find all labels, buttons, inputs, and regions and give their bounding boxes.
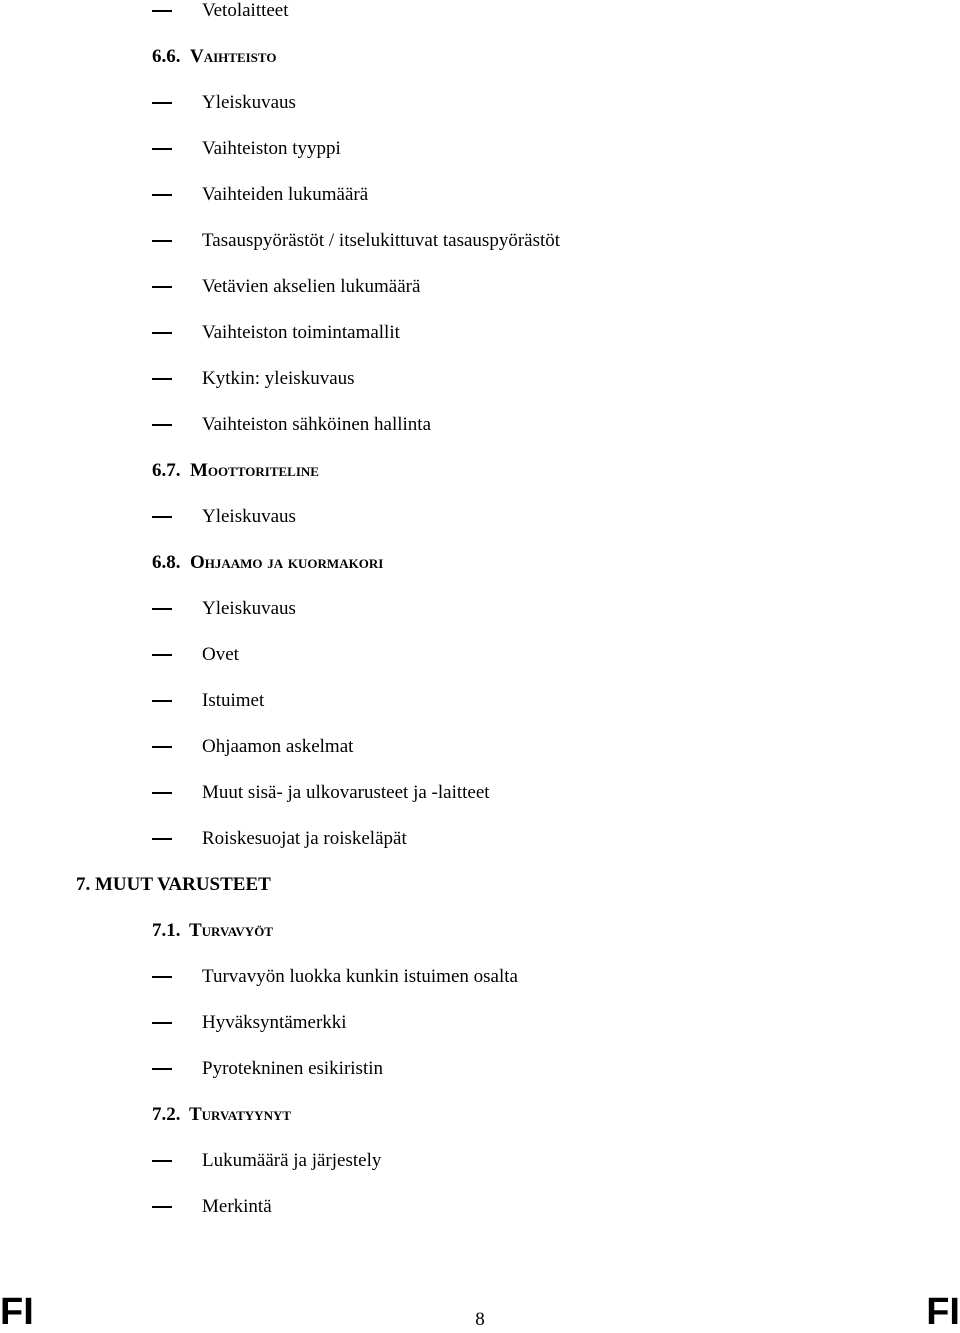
section-number: 7.1. <box>152 920 181 941</box>
section-title: Ohjaamo ja kuormakori <box>190 552 384 573</box>
section-number: 6.7. <box>152 460 181 481</box>
list-item-text: Yleiskuvaus <box>202 92 296 113</box>
list-item-text: Ovet <box>202 644 239 665</box>
list-item-text: Yleiskuvaus <box>202 506 296 527</box>
section-number: 7.2. <box>152 1104 181 1125</box>
dash-bullet-icon <box>152 1022 172 1024</box>
dash-bullet-icon <box>152 240 172 242</box>
list-item-text: Hyväksyntämerkki <box>202 1012 347 1033</box>
footer-language-left: FI <box>0 1291 34 1333</box>
list-item-text: Ohjaamon askelmat <box>202 736 354 757</box>
dash-bullet-icon <box>152 194 172 196</box>
list-item-text: Vetävien akselien lukumäärä <box>202 276 421 297</box>
section-title: Turvatyynyt <box>189 1104 292 1125</box>
list-item-text: Vetolaitteet <box>202 0 289 21</box>
dash-bullet-icon <box>152 10 172 12</box>
section-number: 6.8. <box>152 552 181 573</box>
list-item-text: Istuimet <box>202 690 265 711</box>
section-title: Moottoriteline <box>190 460 319 481</box>
dash-bullet-icon <box>152 976 172 978</box>
section-number: 6.6. <box>152 46 181 67</box>
list-item-text: Vaihteiston tyyppi <box>202 138 341 159</box>
section-title: Vaihteisto <box>190 46 277 67</box>
dash-bullet-icon <box>152 1068 172 1070</box>
list-item-text: Vaihteiston sähköinen hallinta <box>202 414 432 435</box>
dash-bullet-icon <box>152 332 172 334</box>
list-item-text: Tasauspyörästöt / itselukittuvat tasauspyörästöt <box>202 230 561 251</box>
list-item-text: Kytkin: yleiskuvaus <box>202 368 355 389</box>
dash-bullet-icon <box>152 424 172 426</box>
section-title: Turvavyöt <box>189 920 273 941</box>
list-item-text: Merkintä <box>202 1196 272 1217</box>
page-number: 8 <box>475 1309 485 1330</box>
chapter-title: 7. MUUT VARUSTEET <box>76 874 271 895</box>
footer-language-right: FI <box>926 1291 960 1333</box>
dash-bullet-icon <box>152 378 172 380</box>
dash-bullet-icon <box>152 838 172 840</box>
dash-bullet-icon <box>152 608 172 610</box>
list-item-text: Vaihteiston toimintamallit <box>202 322 400 343</box>
dash-bullet-icon <box>152 148 172 150</box>
list-item-text: Lukumäärä ja järjestely <box>202 1150 382 1171</box>
list-item-text: Pyrotekninen esikiristin <box>202 1058 384 1079</box>
dash-bullet-icon <box>152 1206 172 1208</box>
dash-bullet-icon <box>152 516 172 518</box>
list-item-text: Vaihteiden lukumäärä <box>202 184 369 205</box>
list-item-text: Yleiskuvaus <box>202 598 296 619</box>
list-item-text: Roiskesuojat ja roiskeläpät <box>202 828 407 849</box>
dash-bullet-icon <box>152 1160 172 1162</box>
list-item-text: Turvavyön luokka kunkin istuimen osalta <box>202 966 518 987</box>
dash-bullet-icon <box>152 700 172 702</box>
dash-bullet-icon <box>152 286 172 288</box>
dash-bullet-icon <box>152 746 172 748</box>
dash-bullet-icon <box>152 654 172 656</box>
list-item-text: Muut sisä- ja ulkovarusteet ja -laitteet <box>202 782 490 803</box>
dash-bullet-icon <box>152 792 172 794</box>
dash-bullet-icon <box>152 102 172 104</box>
